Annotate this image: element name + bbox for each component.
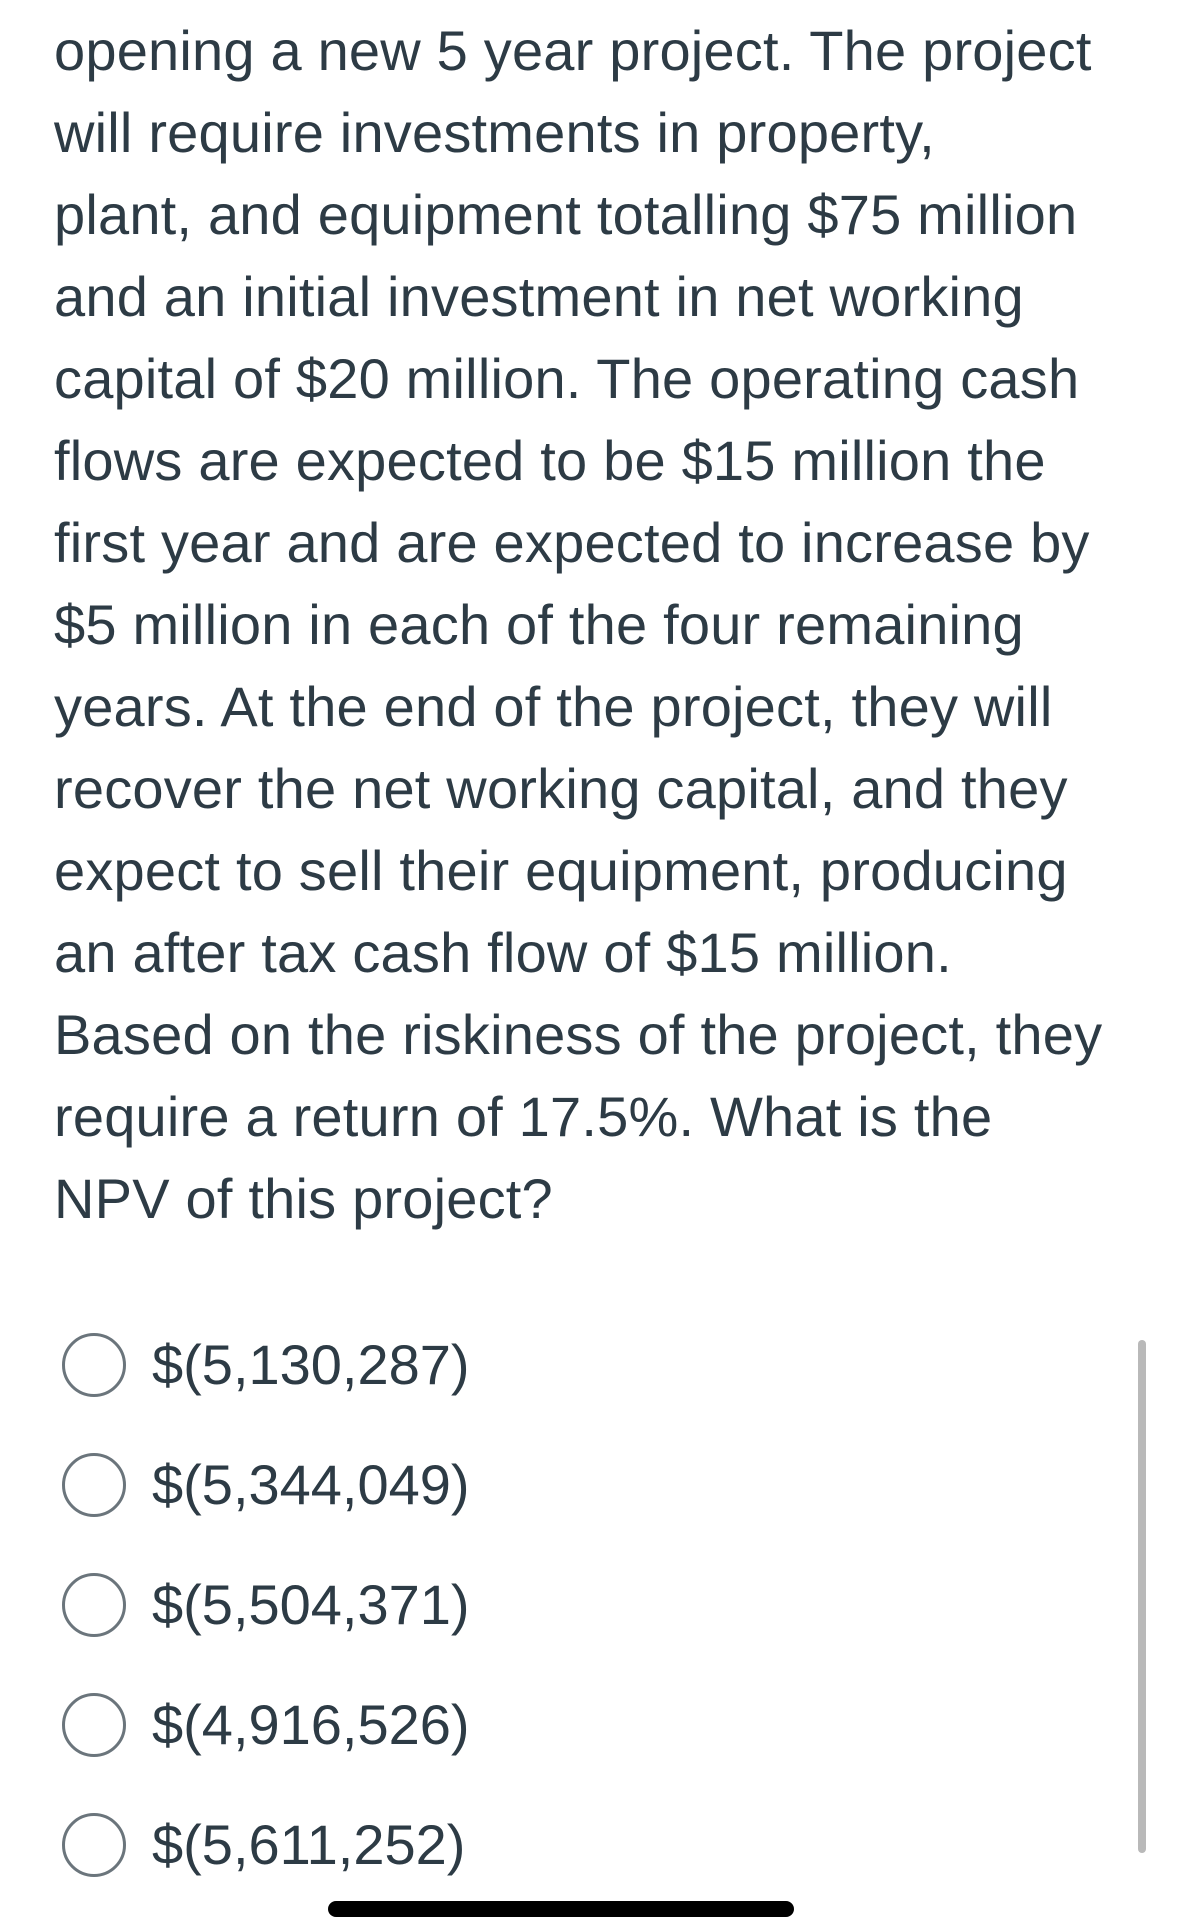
answer-option-4[interactable] xyxy=(62,1665,762,1785)
answer-option-1[interactable] xyxy=(62,1305,762,1425)
question-line: NPV of this project? xyxy=(54,1167,553,1230)
question-text xyxy=(54,10,1154,1240)
radio-button[interactable] xyxy=(62,1333,126,1397)
question-line: capital of $20 million. The operating cash xyxy=(54,347,1080,410)
question-line: Based on the riskiness of the project, they xyxy=(54,1003,1103,1066)
question-line: first year and are expected to increase by xyxy=(54,511,1090,574)
question-line: will require investments in property, xyxy=(54,101,935,164)
radio-button[interactable] xyxy=(62,1573,126,1637)
answer-option-5[interactable] xyxy=(62,1785,762,1905)
question-line: opening a new 5 year project. The project xyxy=(54,19,1092,82)
radio-button[interactable] xyxy=(62,1453,126,1517)
home-indicator[interactable] xyxy=(328,1901,794,1917)
question-line: $5 million in each of the four remaining xyxy=(54,593,1024,656)
answer-label[interactable]: $(5,130,287) xyxy=(152,1333,470,1396)
radio-button[interactable] xyxy=(62,1813,126,1877)
answer-label[interactable]: $(5,611,252) xyxy=(152,1813,466,1876)
answer-options xyxy=(62,1305,762,1905)
question-line: flows are expected to be $15 million the xyxy=(54,429,1046,492)
answer-label[interactable]: $(5,344,049) xyxy=(152,1453,470,1516)
question-line: require a return of 17.5%. What is the xyxy=(54,1085,993,1148)
answer-option-3[interactable] xyxy=(62,1545,762,1665)
answer-option-2[interactable] xyxy=(62,1425,762,1545)
question-line: an after tax cash flow of $15 million. xyxy=(54,921,952,984)
answer-label[interactable]: $(4,916,526) xyxy=(152,1693,470,1756)
radio-button[interactable] xyxy=(62,1693,126,1757)
question-line: years. At the end of the project, they will xyxy=(54,675,1053,738)
question-line: recover the net working capital, and they xyxy=(54,757,1068,820)
scrollbar[interactable] xyxy=(1138,1340,1146,1853)
question-line: plant, and equipment totalling $75 million xyxy=(54,183,1078,246)
question-line: expect to sell their equipment, producing xyxy=(54,839,1068,902)
answer-label[interactable]: $(5,504,371) xyxy=(152,1573,470,1636)
question-line: and an initial investment in net working xyxy=(54,265,1024,328)
